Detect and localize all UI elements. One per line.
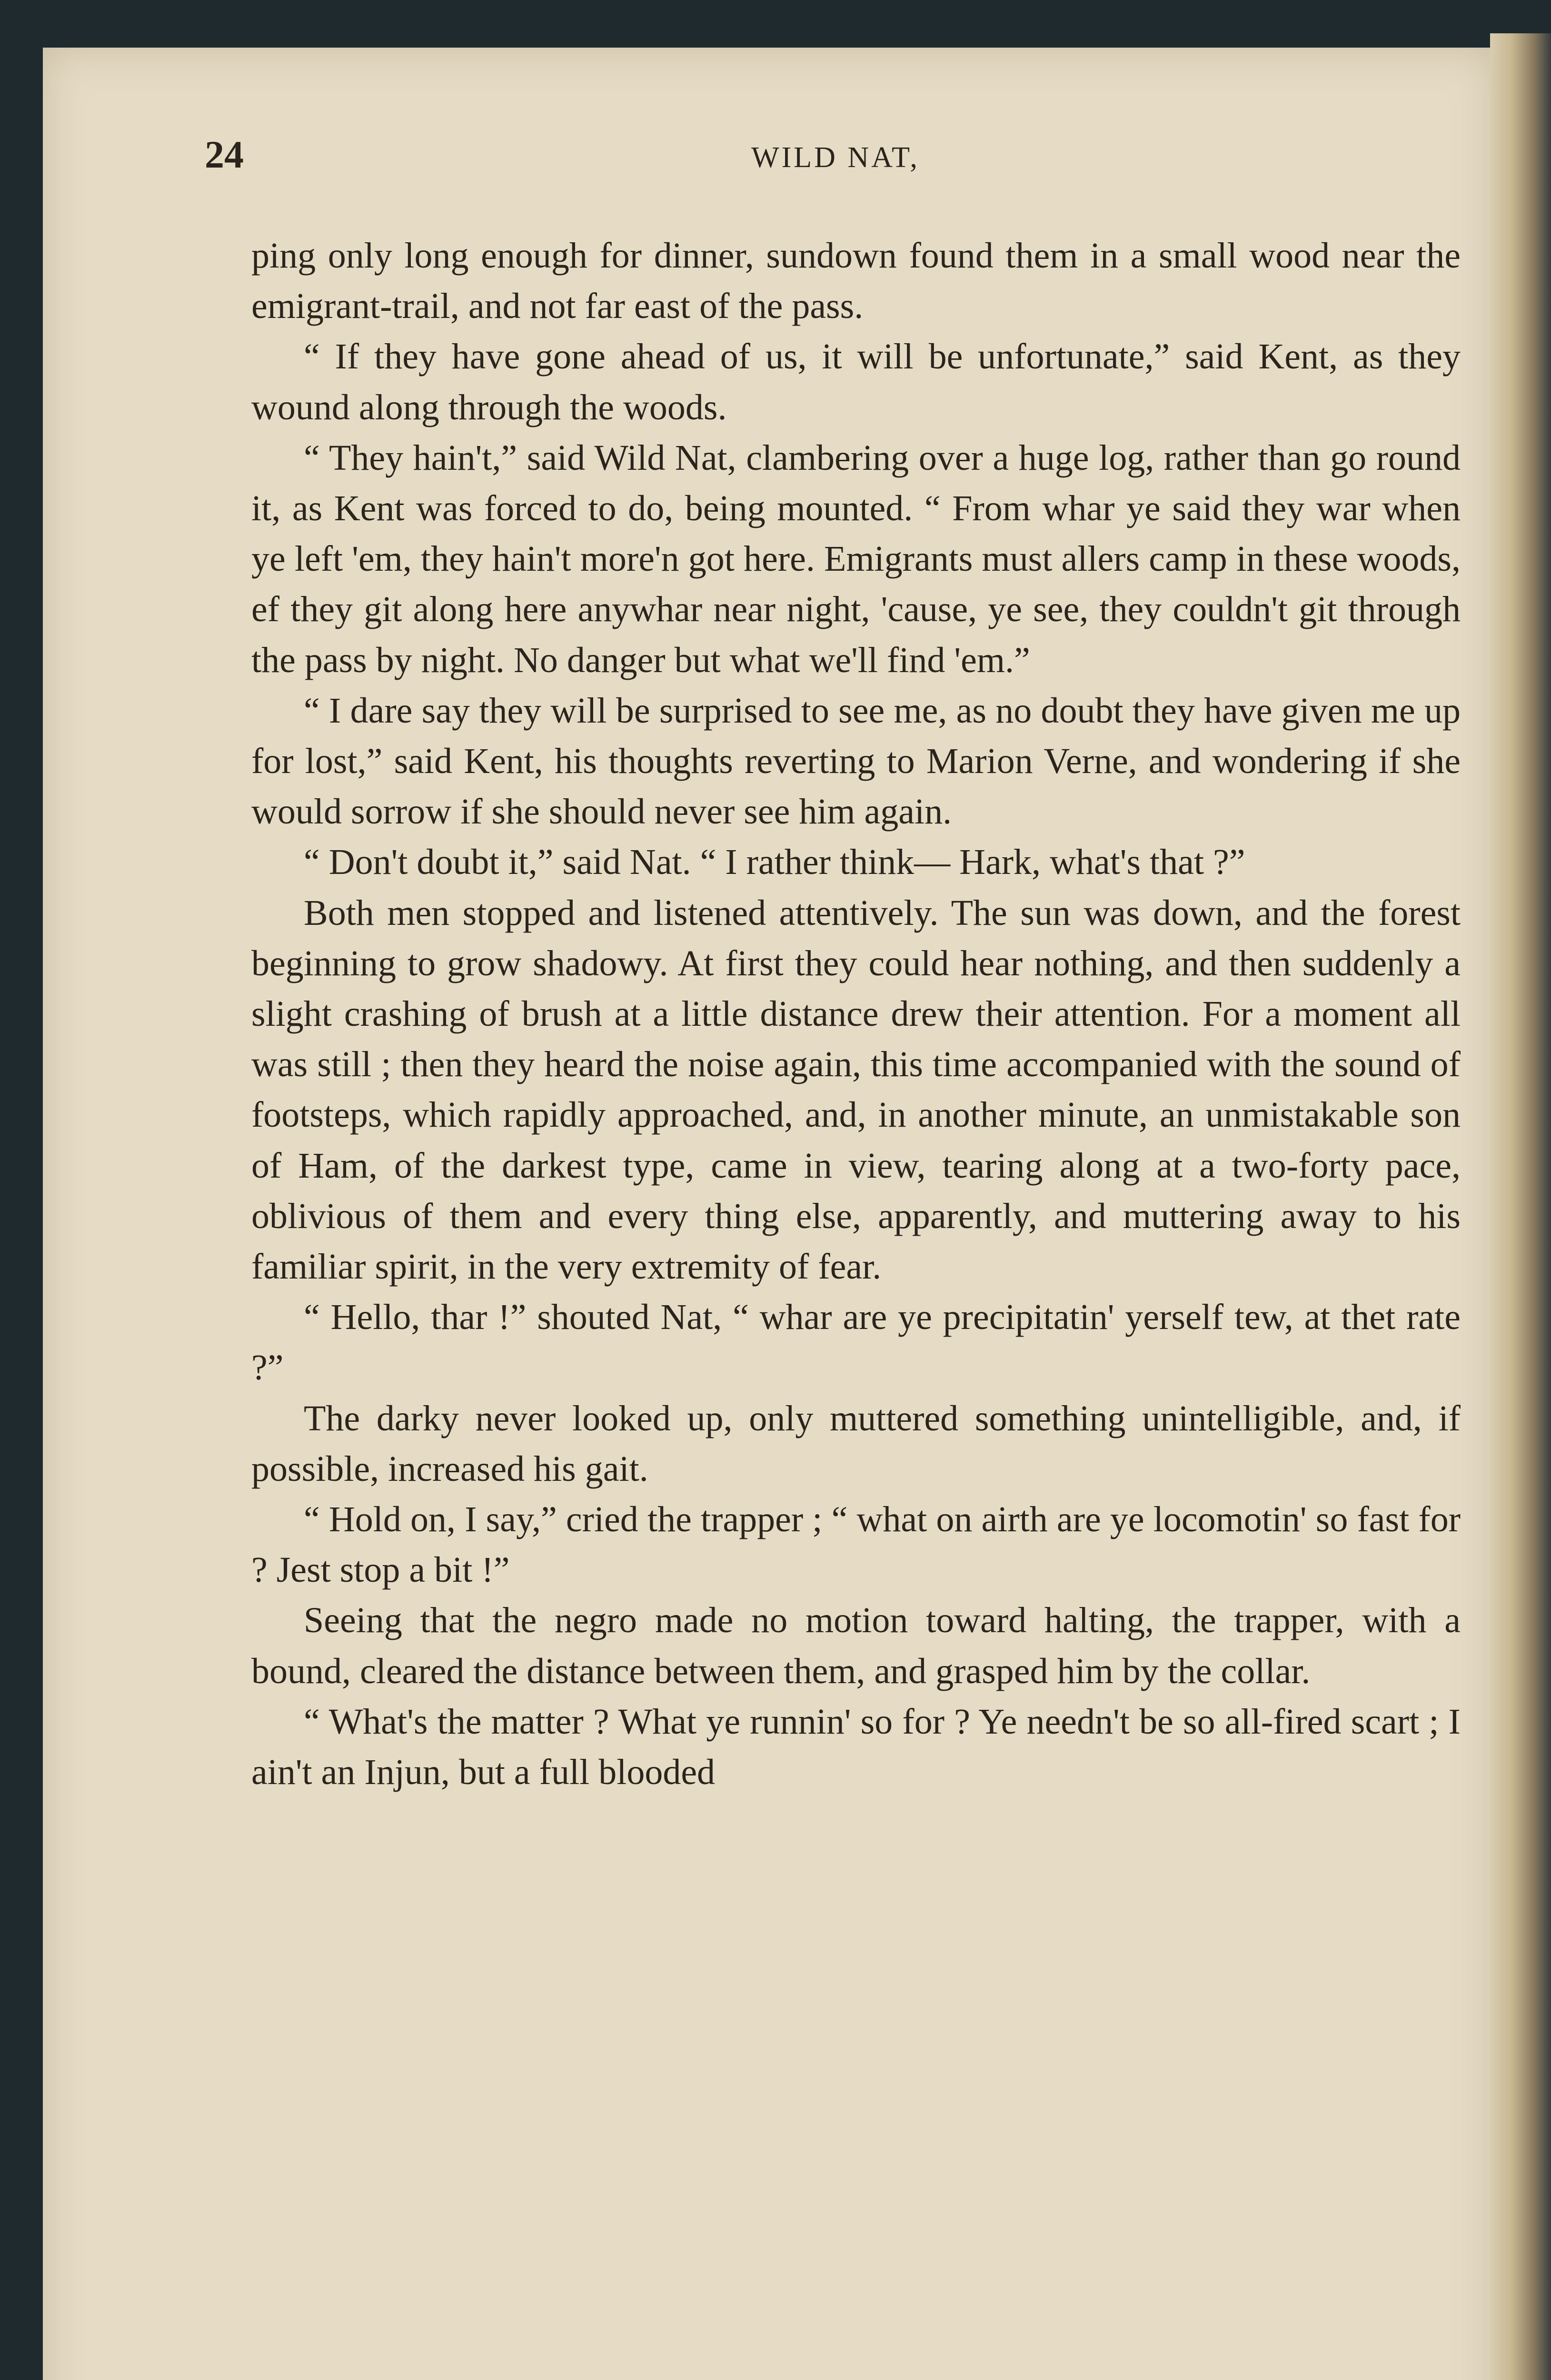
paragraph: ping only long enough for dinner, sundown found them in a small wood near the emigrant-trail, and not far east of the pass. — [251, 236, 1461, 327]
paragraph: “ Hello, thar !” shouted Nat, “ whar are ye precipitatin' yerself tew, at thet rate ?” — [251, 1297, 1461, 1388]
body-text — [251, 230, 1461, 1797]
running-title: WILD NAT, — [751, 141, 920, 174]
paragraph: “ If they have gone ahead of us, it will be unfortunate,” said Kent, as they wound along through the woods. — [251, 337, 1461, 427]
paragraph: “ I dare say they will be surprised to see me, as no doubt they have given me up for lost,” said Kent, his thoughts reverting to Marion Verne, and wondering if she would sorrow if she should never see him again. — [251, 690, 1461, 832]
paragraph: Seeing that the negro made no motion toward halting, the trapper, with a bound, cleared the distance between them, and grasped him by the collar. — [251, 1600, 1461, 1691]
paragraph: “ Don't doubt it,” said Nat. “ I rather think— Hark, what's that ?” — [304, 842, 1245, 883]
paragraph: “ What's the matter ? What ye runnin' so for ? Ye needn't be so all-fired scart ; I ain't an Injun, but a full blooded — [251, 1701, 1461, 1793]
paragraph: “ They hain't,” said Wild Nat, clambering over a huge log, rather than go round it, as Kent was forced to do, being mounted. “ From whar ye said they war when ye left 'em, they hain't more'n got here. Emigrants must allers camp in these woods, ef they git along here anywhar near night, 'cause, ye see, they couldn't git through the pass by night. No danger but what we'll find 'em.” — [251, 437, 1461, 680]
paragraph: Both men stopped and listened attentively. The sun was down, and the forest beginning to grow shadowy. At first they could hear nothing, and then suddenly a slight crashing of brush at a little distance drew their attention. For a moment all was still ; then they heard the noise again, this time accompanied with the sound of footsteps, which rapidly approached, and, in another minute, an unmistakable son of Ham, of the darkest type, came in view, tearing along at a two-forty pace, oblivious of them and every thing else, apparently, and muttering away to his familiar spirit, in the very extremity of fear. — [251, 892, 1461, 1287]
page-header — [205, 132, 1466, 180]
paragraph: The darky never looked up, only muttered something unintelligible, and, if possible, increased his gait. — [251, 1398, 1461, 1489]
page-number: 24 — [205, 133, 244, 176]
paragraph: “ Hold on, I say,” cried the trapper ; “ what on airth are ye locomotin' so fast for ? Jest stop a bit !” — [251, 1499, 1461, 1590]
book-spine — [1490, 33, 1551, 2380]
